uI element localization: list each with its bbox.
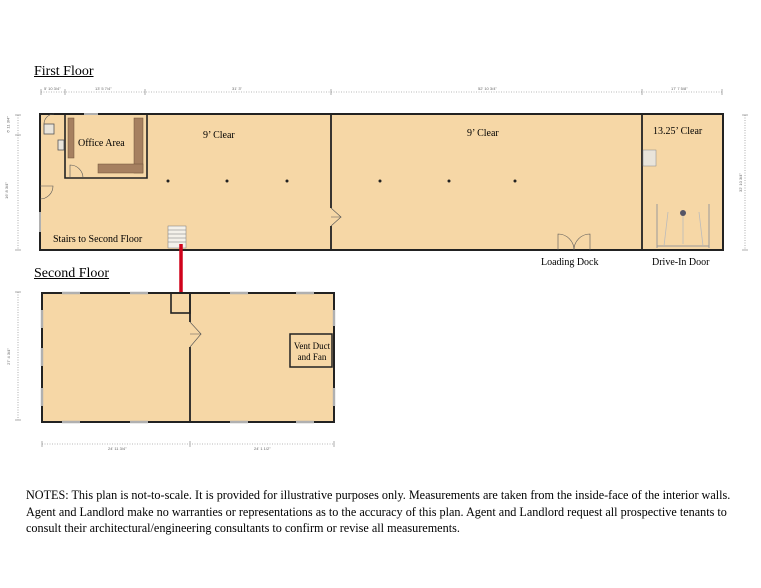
stairs-label: Stairs to Second Floor bbox=[53, 234, 143, 245]
clear-height-label: 13.25’ Clear bbox=[653, 126, 703, 137]
dimension-label: 24' 1 1/2" bbox=[254, 446, 271, 451]
clear-height-label: 9’ Clear bbox=[467, 128, 499, 139]
second-floor-plan bbox=[15, 292, 334, 447]
dimension-label: 52' 10 3/4" bbox=[478, 86, 497, 91]
dimension-label: 16' 8 3/4" bbox=[3, 182, 9, 199]
vent-duct-label-line1: Vent Duct bbox=[293, 341, 331, 351]
drive-in-door-label: Drive-In Door bbox=[652, 257, 710, 268]
disclaimer-notes: NOTES: This plan is not-to-scale. It is provided for illustrative purposes only. Measurements are taken from the inside-face of the interior walls. Agent and Landlord make no warranties or representations as to the accuracy of this plan. Agent and Landlord request all prospective tenants to consult their architectural/engineering consultants to confirm or revise all measurements. bbox=[26, 488, 731, 535]
office-area-label: Office Area bbox=[78, 138, 125, 149]
first-floor-top-dimension-line bbox=[41, 89, 722, 95]
drive-in-door-opener bbox=[680, 210, 686, 216]
dimension-label: 24' 11 3/4" bbox=[108, 446, 127, 451]
dimension-label: 5' 10 3/4" bbox=[44, 86, 61, 91]
dimension-label: 13' 5 7/4" bbox=[95, 86, 112, 91]
clear-height-label: 9’ Clear bbox=[203, 130, 235, 141]
dimension-label: 27' 4 3/4" bbox=[5, 348, 11, 365]
electrical-panel bbox=[643, 150, 656, 166]
dimension-label: 17' 7 5/8" bbox=[671, 86, 688, 91]
second-floor-heading: Second Floor bbox=[34, 266, 110, 281]
dimension-label: 6' 11 3/4" bbox=[5, 116, 11, 133]
dimension-label: 31' 3" bbox=[232, 86, 242, 91]
dimension-label: 32' 10 3/4" bbox=[737, 173, 743, 192]
first-floor-heading: First Floor bbox=[34, 64, 94, 79]
vent-duct-label bbox=[293, 341, 331, 363]
first-floor-plan bbox=[15, 89, 748, 250]
loading-dock-label: Loading Dock bbox=[541, 257, 599, 268]
second-floor-bottom-dimension-line bbox=[42, 441, 334, 447]
first-floor-left-dimension-line bbox=[15, 115, 21, 250]
second-floor-left-dimension-line bbox=[15, 292, 21, 420]
vent-duct-label-line2: and Fan bbox=[297, 352, 327, 362]
stairs bbox=[168, 226, 186, 248]
